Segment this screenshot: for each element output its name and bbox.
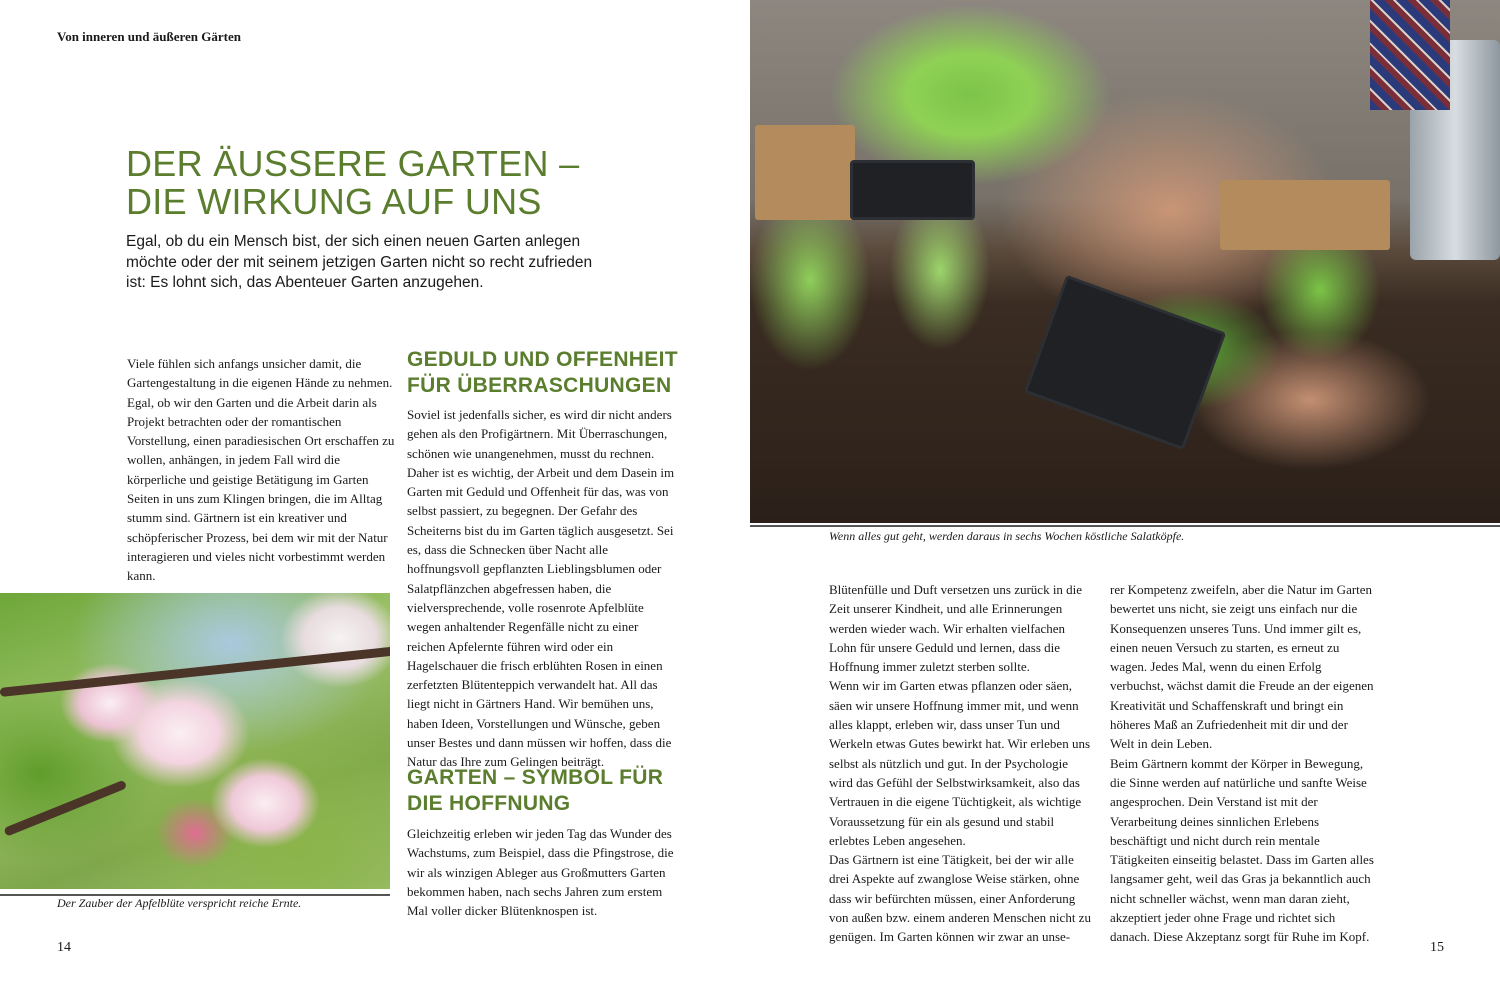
body-column-1 xyxy=(127,354,395,586)
body-paragraph: Beim Gärtnern kommt der Körper in Bewegung, die Sinne werden auf natürliche und sanfte Weise angesprochen. Dein Verstand ist mit der Verarbeitung deines sinnlichen Erlebens beschäftigt und nicht durch rein mentale Tätigkeiten einseitig belastet. Dass im Garten alles langsamer geht, weil das Gras ja bekanntlich auch nicht schneller wächst, wenn man daran zieht, akzeptiert jeder ohne Frage und richtet sich danach. Diese Akzeptanz sorgt für Ruhe im Kopf. xyxy=(1110,755,1374,945)
body-column-2 xyxy=(407,405,675,772)
page-title-line-2: DIE WIRKUNG AUF UNS xyxy=(126,181,542,222)
section-heading-line-1: GARTEN – SYMBOL FÜR xyxy=(407,766,664,789)
section-heading-line-1: GEDULD UND OFFENHEIT xyxy=(407,348,678,371)
running-head: Von inneren und äußeren Gärten xyxy=(57,29,241,44)
section-heading-line-2: DIE HOFFNUNG xyxy=(407,792,571,815)
body-column-3 xyxy=(829,580,1093,947)
image-caption: Der Zauber der Apfelblüte verspricht reiche Ernte. xyxy=(57,896,302,910)
body-paragraph: Gleichzeitig erleben wir jeden Tag das Wunder des Wachstums, zum Beispiel, dass die Pfingstrose, die wir als winzigen Ableger aus Großmutters Garten bekommen haben, nach sechs Jahren zum erstem Mal voller dicker Blütenknospen ist. xyxy=(407,826,674,919)
body-column-2-continued xyxy=(407,824,675,920)
caption-rule xyxy=(750,525,1500,527)
lead-paragraph: Egal, ob du ein Mensch bist, der sich einen neuen Garten anlegen möchte oder der mit seinem jetzigen Garten nicht so recht zufrieden ist: Es lohnt sich, das Abenteuer Garten anzugehen. xyxy=(126,233,593,291)
body-paragraph: Wenn wir im Garten etwas pflanzen oder säen, säen wir unsere Hoffnung immer mit, und wenn alles klappt, erleben wir, dass unser Tun und Werkeln etwas Gutes bewirkt hat. Wir erleben uns selbst als nützlich und gut. In der Psychologie wird das Gefühl der Selbstwirksamkeit, also das Vertrauen in die eigene Tüchtigkeit, als wichtige Voraussetzung für ein als gesund und stabil erlebtes Leben angesehen. xyxy=(829,678,1090,848)
body-column-4 xyxy=(1110,580,1374,947)
body-paragraph: rer Kompetenz zweifeln, aber die Natur im Garten bewertet uns nicht, sie zeigt uns einfach nur die Konsequenzen unseres Tuns. Und immer gilt es, einen neuen Versuch zu starten, es erneut zu wagen. Jedes Mal, wenn du einen Erfolg verbuchst, wächst damit die Freude an der eigenen Kreativität und Schaffenskraft und bringt ein höheres Maß an Zufriedenheit mit dir und der Welt in dein Leben. xyxy=(1110,582,1374,752)
page-title xyxy=(126,145,686,221)
section-heading-patience xyxy=(407,347,697,399)
page-title-line-1: DER ÄUSSERE GARTEN – xyxy=(126,143,580,184)
section-heading-hope xyxy=(407,765,697,817)
body-paragraph: Das Gärtnern ist eine Tätigkeit, bei der wir alle drei Aspekte auf zwanglose Weise stärken, ohne dass wir befürchten müssen, einer Anforderung von außen bzw. einem anderen Menschen nicht zu genügen. Im Garten können wir zwar an unse- xyxy=(829,852,1091,945)
apple-blossom-photo-icon xyxy=(0,593,390,889)
body-paragraph: Blütenfülle und Duft versetzen uns zurück in die Zeit unserer Kindheit, und alle Erinnerungen werden wieder wach. Wir erhalten vielfachen Lohn für unsere Geduld und lernen, dass die Hoffnung immer zuletzt sterben sollte. xyxy=(829,582,1083,675)
page-number: 15 xyxy=(1430,940,1444,955)
page-number: 14 xyxy=(57,940,71,955)
section-heading-line-2: FÜR ÜBERRASCHUNGEN xyxy=(407,374,672,397)
image-caption: Wenn alles gut geht, werden daraus in sechs Wochen köstliche Salatköpfe. xyxy=(829,529,1185,543)
body-paragraph: Viele fühlen sich anfangs unsicher damit, die Gartengestaltung in die eigenen Hände zu nehmen. Egal, ob wir den Garten und die Arbeit darin als Projekt betrachten oder der romantischen Vorstellung, einen paradiesischen Ort erschaffen zu wollen, anhängen, in jedem Fall wird die körperliche und geistige Betätigung im Garten Seiten in uns zum Klingen bringen, die im Alltag stumm sind. Gärtnern ist ein kreativer und schöpferischer Prozess, bei dem wir mit der Natur interagieren und vieles nicht vorbestimmt werden kann. xyxy=(127,356,395,584)
body-paragraph: Soviel ist jedenfalls sicher, es wird dir nicht anders gehen als den Profigärtnern. Mit Überraschungen, schönen wie unangenehmen, musst du rechnen. Daher ist es wichtig, der Arbeit und dem Dasein im Garten mit Geduld und Offenheit für das, was von selbst passiert, zu begegnen. Der Gefahr des Scheiterns bist du im Garten täglich ausgesetzt. Sei es, dass die Schnecken über Nacht alle hoffnungsvoll gepflanzten Lieblingsblumen oder Salatpflänzchen abgefressen haben, die vielversprechende, volle rosenrote Apfelblüte wegen anhaltender Regenfälle nicht zu einer reichen Apfelernte führen wird oder ein Hagelschauer die frisch erblühten Rosen in einen zerfetzten Blütenteppich verwandelt hat. All das liegt nicht in Gärtners Hand. Wir bemühen uns, haben Ideen, Vorstellungen und Wünsche, geben unser Bestes und dann müssen wir hoffen, dass die Natur das Ihre zum Gelingen beiträgt. xyxy=(407,407,675,770)
garden-planting-photo-icon xyxy=(750,0,1500,523)
